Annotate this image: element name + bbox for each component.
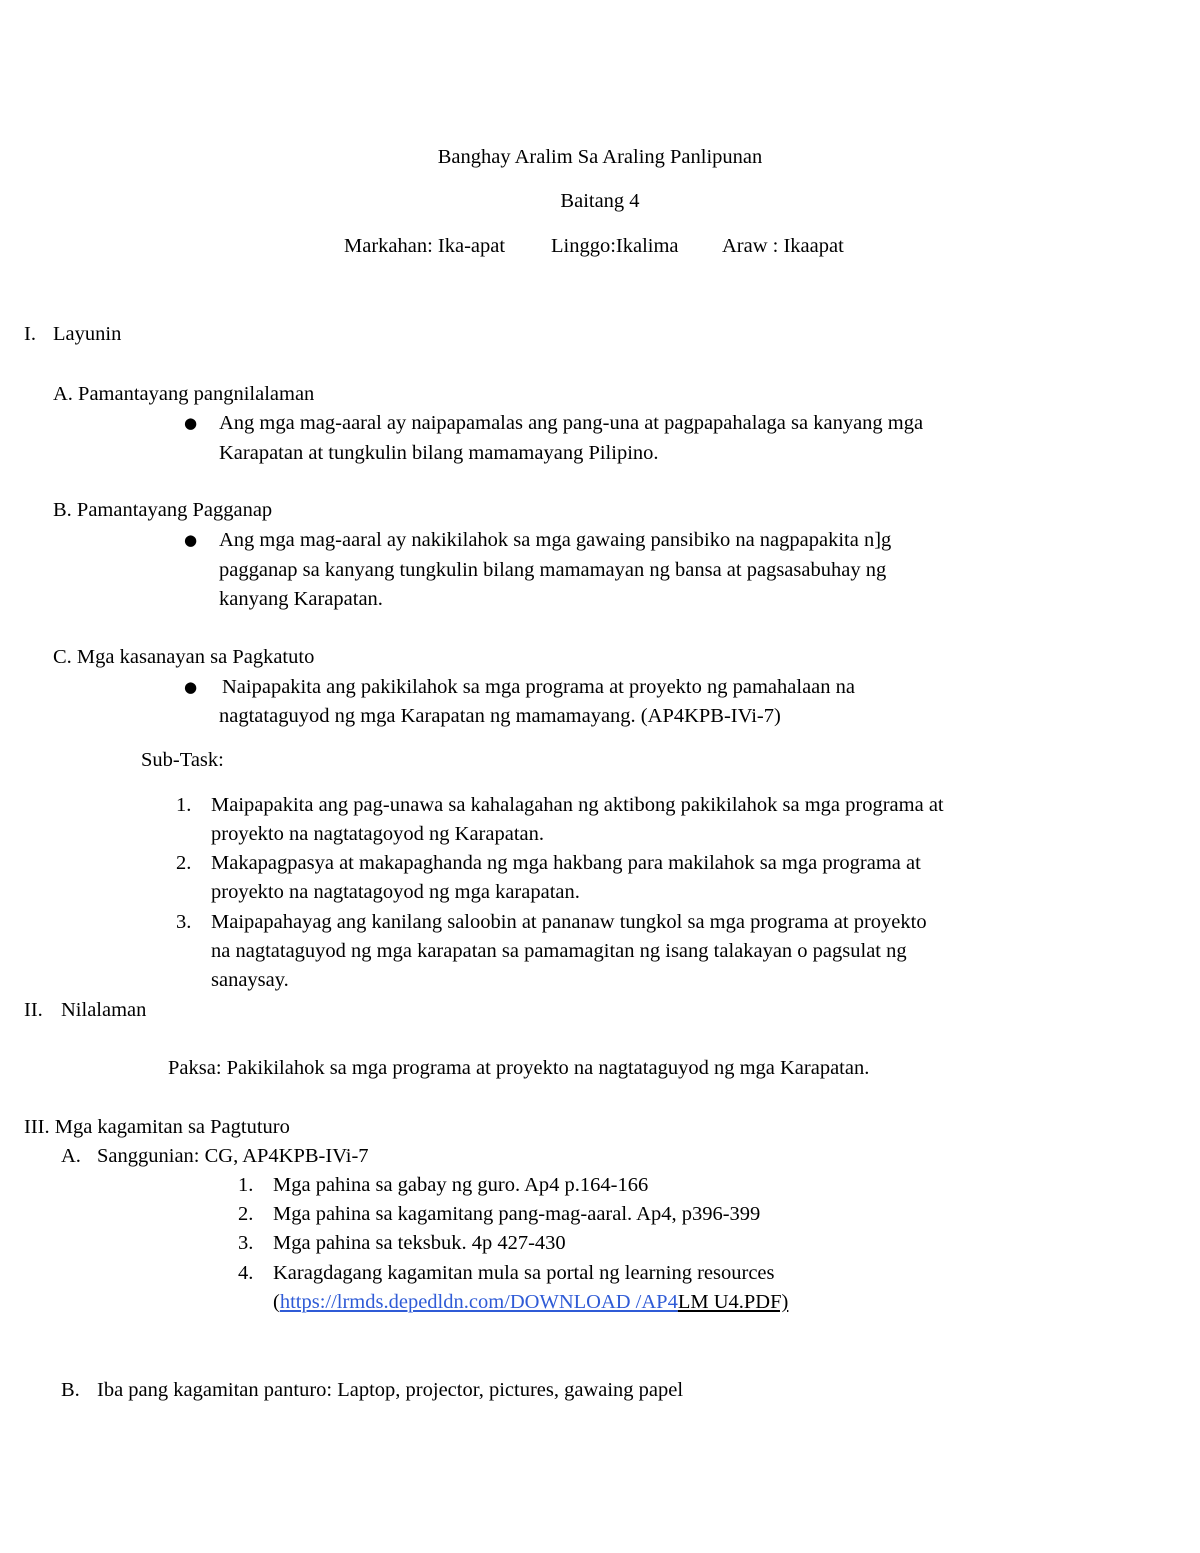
subtask-number: 1. [176, 794, 192, 816]
reference-number: 2. [238, 1203, 254, 1225]
subtask-line: Makapagpasya at makapaghanda ng mga hakbang para makilahok sa mga programa at [211, 852, 921, 874]
competency-line: nagtataguyod ng mga Karapatan ng mamamayang. (AP4KPB-IVi-7) [219, 705, 781, 727]
performance-standard-line: kanyang Karapatan. [219, 588, 383, 610]
subtask-line: sanaysay. [211, 969, 289, 991]
subtask-number: 3. [176, 911, 192, 933]
reference-letter: A. [61, 1145, 81, 1167]
competency-line: Naipapakita ang pakikilahok sa mga programa at proyekto ng pamahalaan na [222, 676, 855, 698]
bullet-icon: ● [184, 531, 198, 549]
reference-number: 3. [238, 1232, 254, 1254]
bullet-icon: ● [184, 678, 198, 696]
resource-link-line [273, 1292, 788, 1313]
reference-item: Karagdagang kagamitan mula sa portal ng learning resources [273, 1262, 775, 1284]
subtask-number: 2. [176, 852, 192, 874]
performance-standard-line: Ang mga mag-aaral ay nakikilahok sa mga gawaing pansibiko na nagpapakita n]g [219, 529, 892, 551]
performance-standard-label: B. Pamantayang Pagganap [53, 499, 273, 521]
section-1-title: Layunin [53, 323, 122, 345]
bullet-icon: ● [184, 414, 198, 432]
resource-link[interactable]: https://lrmds.depedldn.com/DOWNLOAD /AP4 [279, 1291, 678, 1313]
day-label: Araw : Ikaapat [722, 235, 844, 257]
content-standard-line: Karapatan at tungkulin bilang mamamayang Pilipino. [219, 442, 659, 464]
reference-item: Mga pahina sa teksbuk. 4p 427-430 [273, 1232, 566, 1254]
subtask-label: Sub-Task: [141, 749, 224, 771]
other-materials-letter: B. [61, 1379, 80, 1401]
quarter-label: Markahan: Ika-apat [344, 235, 506, 257]
reference-item: Mga pahina sa gabay ng guro. Ap4 p.164-166 [273, 1174, 649, 1196]
reference-item: Mga pahina sa kagamitang pang-mag-aaral. Ap4, p396-399 [273, 1203, 761, 1225]
subtask-line: na nagtataguyod ng mga karapatan sa pamamagitan ng isang talakayan o pagsulat ng [211, 940, 907, 962]
content-standard-line: Ang mga mag-aaral ay naipapamalas ang pang-una at pagpapahalaga sa kanyang mga [219, 412, 924, 434]
section-2-numeral: II. [24, 999, 43, 1021]
document-title: Banghay Aralim Sa Araling Panlipunan [437, 146, 763, 168]
reference-number: 4. [238, 1262, 254, 1284]
reference-label: Sanggunian: CG, AP4KPB-IVi-7 [97, 1145, 369, 1167]
week-label: Linggo:Ikalima [551, 235, 679, 257]
other-materials-label: Iba pang kagamitan panturo: Laptop, projector, pictures, gawaing papel [97, 1379, 684, 1401]
subtask-line: Maipapahayag ang kanilang saloobin at pananaw tungkol sa mga programa at proyekto [211, 911, 927, 933]
subtask-line: proyekto na nagtatagoyod ng mga karapatan. [211, 881, 580, 903]
content-standard-label: A. Pamantayang pangnilalaman [53, 383, 315, 405]
competency-label: C. Mga kasanayan sa Pagkatuto [53, 646, 315, 668]
section-3-title: III. Mga kagamitan sa Pagtuturo [24, 1116, 290, 1138]
subtask-line: proyekto na nagtatagoyod ng Karapatan. [211, 823, 545, 845]
grade-level: Baitang 4 [560, 190, 640, 212]
subtask-line: Maipapakita ang pag-unawa sa kahalagahan ng aktibong pakikilahok sa mga programa at [211, 794, 944, 816]
reference-number: 1. [238, 1174, 254, 1196]
section-1-numeral: I. [24, 323, 36, 345]
section-2-title: Nilalaman [61, 999, 147, 1021]
resource-link-rest[interactable]: LM U4.PDF) [677, 1291, 789, 1313]
topic-text: Paksa: Pakikilahok sa mga programa at proyekto na nagtataguyod ng mga Karapatan. [168, 1057, 870, 1079]
link-open-paren: ( [273, 1291, 280, 1313]
performance-standard-line: pagganap sa kanyang tungkulin bilang mamamayan ng bansa at pagsasabuhay ng [219, 559, 887, 581]
